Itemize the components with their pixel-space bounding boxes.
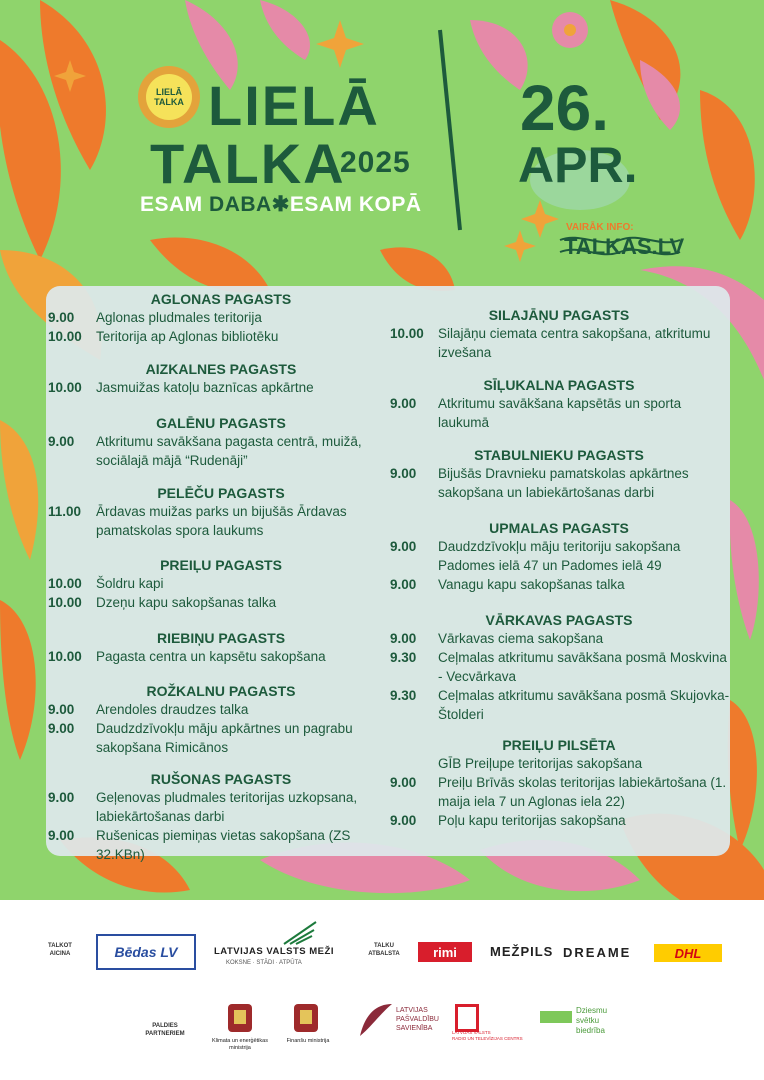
schedule-entry	[46, 327, 396, 346]
entry-activity: Ārdavas muižas parks un bijušās Ārdavas pamatskolas spora laukums	[96, 504, 347, 538]
schedule-section	[46, 484, 396, 540]
schedule-entry	[46, 378, 396, 397]
schedule-entry	[388, 537, 730, 575]
dziesmu-logo-icon	[540, 1011, 572, 1023]
schedule-entry	[46, 700, 396, 719]
entry-time: 9.00	[48, 434, 75, 449]
date-day: 26.	[520, 72, 609, 144]
bedas-logo: Bēdas LV	[96, 934, 196, 970]
schedule-entry	[46, 593, 396, 612]
lvrtc-line2: RADIO UN TELEVĪZIJAS CENTRS	[452, 1036, 523, 1041]
schedule-section	[46, 629, 396, 666]
entry-time	[388, 754, 438, 773]
schedule-section	[46, 682, 396, 757]
section-title: GALĒNU PAGASTS	[156, 415, 286, 431]
entry-time: 10.00	[48, 595, 82, 610]
entry-time: 10.00	[48, 329, 82, 344]
schedule-section	[46, 414, 396, 470]
schedule-entry	[46, 826, 396, 864]
mezpils-logo: MEŽPILS	[490, 944, 554, 959]
support-label-1: TALKU	[374, 943, 394, 949]
footer	[0, 900, 764, 1080]
dziesmu-line3: biedrība	[576, 1026, 605, 1035]
entry-time: 10.00	[48, 576, 82, 591]
schedule-entry	[46, 308, 396, 327]
schedule-entry	[388, 324, 730, 362]
slogan-part3: ESAM KOPĀ	[289, 193, 422, 216]
support-label-2: ATBALSTA	[368, 951, 400, 957]
section-title: AIZKALNES PAGASTS	[145, 361, 297, 377]
schedule-section	[388, 306, 730, 362]
entry-activity: Teritorija ap Aglonas bibliotēku	[96, 329, 279, 344]
entry-activity: Atkritumu savākšana kapsētās un sporta laukumā	[438, 396, 682, 430]
entry-time: 10.00	[48, 649, 82, 664]
section-title: SILAJĀŅU PAGASTS	[488, 307, 630, 323]
entry-activity: Vanagu kapu sakopšanas talka	[438, 577, 625, 592]
dhl-logo: DHL	[654, 944, 722, 962]
lps-logo-icon	[356, 1000, 396, 1040]
entry-time: 9.00	[390, 539, 417, 554]
entry-activity: Jasmuižas katoļu baznīcas apkārtne	[96, 380, 314, 395]
entry-activity: Preiļu Brīvās skolas teritorijas labiekārtošana (1. maija iela 7 un Aglonas iela 22)	[438, 775, 727, 809]
coat-of-arms-icon	[288, 1000, 324, 1036]
ministry1-line2: ministrija	[229, 1045, 251, 1051]
lvrtc-line1: LATVIJAS VALSTS	[452, 1030, 491, 1035]
section-title: STABULNIEKU PAGASTS	[474, 447, 644, 463]
entry-activity: Rušenicas piemiņas vietas sakopšana (ZS 32.KBn)	[96, 828, 351, 862]
schedule-entry	[388, 686, 730, 724]
entry-activity: Vārkavas ciema sakopšana	[438, 631, 604, 646]
entry-activity: Arendoles draudzes talka	[96, 702, 249, 717]
star-icon: ✱	[271, 193, 290, 216]
entry-time: 9.00	[48, 721, 75, 736]
entry-activity: Šoldru kapi	[96, 576, 164, 591]
schedule-entry	[46, 719, 396, 757]
badge-line2: TALKA	[154, 97, 184, 107]
lvrtc-label	[452, 1030, 523, 1042]
entry-time: 9.00	[48, 310, 75, 325]
entry-time: 10.00	[390, 326, 424, 341]
schedule-entry	[388, 629, 730, 648]
section-title: VĀRKAVAS PAGASTS	[485, 612, 633, 628]
schedule-panel	[46, 286, 730, 862]
schedule-entry	[388, 464, 730, 502]
ministry1-label	[204, 1038, 276, 1052]
entry-time: 9.00	[48, 828, 75, 843]
schedule-entry	[46, 574, 396, 593]
partners-label-2: PARTNERIEM	[145, 1031, 185, 1037]
entry-time: 9.00	[390, 577, 417, 592]
entry-activity: Daudzdzīvokļu māju apkārtnes un pagrabu sakopšana Rimicānos	[96, 721, 353, 755]
schedule-entry	[46, 432, 396, 470]
title-year: 2025	[340, 146, 411, 179]
section-title: PREIĻU PILSĒTA	[502, 737, 616, 753]
organizer-label	[40, 942, 80, 958]
rimi-logo: rimi	[418, 942, 472, 962]
slogan-part2: DABA	[209, 193, 272, 216]
entry-activity: Dzeņu kapu sakopšanas talka	[96, 595, 277, 610]
schedule-entry	[388, 394, 730, 432]
entry-activity: Poļu kapu teritorijas sakopšana	[438, 813, 626, 828]
lps-line3: SAVIENĪBA	[396, 1025, 433, 1032]
entry-activity: Aglonas pludmales teritorija	[96, 310, 262, 325]
slogan-part1: ESAM	[140, 193, 203, 216]
section-title: UPMALAS PAGASTS	[489, 520, 629, 536]
dreame-logo: DREAME	[563, 945, 632, 960]
lps-label	[396, 1006, 439, 1033]
entry-activity: Daudzdzīvokļu māju teritoriju sakopšana Padomes ielā 47 un Padomes ielā 49	[438, 539, 681, 573]
schedule-section	[46, 770, 396, 864]
lielā-talka-badge	[138, 66, 200, 128]
section-title: RUŠONAS PAGASTS	[150, 771, 292, 787]
section-title: ROŽKALNU PAGASTS	[146, 683, 296, 699]
schedule-entry	[388, 773, 730, 811]
badge-line1: LIELĀ	[156, 87, 182, 97]
organizer-label-2: AICINA	[49, 951, 71, 957]
coat-of-arms-icon	[222, 1000, 258, 1036]
entry-time: 11.00	[48, 504, 82, 519]
entry-activity: Geļenovas pludmales teritorijas uzkopsana, labiekārtošanas darbi	[96, 790, 358, 824]
entry-activity: Bijušās Dravnieku pamatskolas apkārtnes sakopšana un labiekārtošanas darbi	[438, 466, 689, 500]
section-title: PREIĻU PAGASTS	[160, 557, 282, 573]
section-title: SĪĻUKALNA PAGASTS	[483, 377, 635, 393]
schedule-section	[388, 446, 730, 502]
info-label: VAIRĀK INFO:	[566, 222, 634, 233]
schedule-entry	[46, 788, 396, 826]
ministry2-label: Finanšu ministrija	[286, 1038, 330, 1044]
lps-line2: PAŠVALDĪBU	[396, 1016, 439, 1023]
schedule-section	[46, 290, 396, 346]
entry-time: 9.00	[48, 790, 75, 805]
entry-activity: Atkritumu savākšana pagasta centrā, muižā, sociālajā mājā “Rudenāji”	[96, 434, 362, 468]
schedule-entry	[46, 502, 396, 540]
slogan	[140, 192, 422, 217]
lps-line1: LATVIJAS	[396, 1007, 428, 1014]
section-title: RIEBIŅU PAGASTS	[156, 630, 286, 646]
support-label	[364, 942, 404, 958]
title-line2: TALKA	[150, 132, 346, 195]
entry-activity: Pagasta centra un kapsētu sakopšana	[96, 649, 326, 664]
lvm-tree-icon	[280, 918, 320, 948]
schedule-entry	[388, 575, 730, 594]
entry-activity: Ceļmalas atkritumu savākšana posmā Skujovka-Štolderi	[438, 688, 730, 722]
lvrtc-logo-icon	[455, 1004, 479, 1032]
title-line1: LIELĀ	[208, 74, 380, 137]
entry-activity: Ceļmalas atkritumu savākšana posmā Moskvina - Vecvārkava	[438, 650, 727, 684]
lvm-title: LATVIJAS VALSTS MEŽI	[214, 946, 334, 957]
ministry1-line1: Klimata un enerģētikas	[212, 1038, 268, 1044]
schedule-section	[388, 376, 730, 432]
schedule-section	[388, 519, 730, 594]
organizer-label-1: TALKOT	[48, 943, 72, 949]
entry-time: 9.00	[390, 775, 417, 790]
entry-time: 9.00	[390, 813, 417, 828]
schedule-section	[46, 360, 396, 397]
entry-time: 9.30	[390, 650, 417, 665]
entry-time: 9.00	[48, 702, 75, 717]
schedule-entry	[388, 811, 730, 830]
schedule-entry	[388, 648, 730, 686]
schedule-entry	[388, 754, 730, 773]
dziesmu-label	[576, 1006, 607, 1036]
entry-activity: Silajāņu ciemata centra sakopšana, atkritumu izvešana	[438, 326, 711, 360]
partners-label	[140, 1022, 190, 1038]
dziesmu-line1: Dziesmu	[576, 1006, 608, 1015]
entry-time: 9.00	[390, 631, 417, 646]
schedule-section	[388, 736, 730, 830]
schedule-entry	[46, 647, 396, 666]
section-title: PELĒČU PAGASTS	[157, 485, 285, 501]
entry-time: 9.30	[390, 688, 417, 703]
section-title: AGLONAS PAGASTS	[150, 291, 292, 307]
entry-time: 10.00	[48, 380, 82, 395]
website-link[interactable]: TALKAS.LV	[564, 234, 685, 259]
entry-time: 9.00	[390, 466, 417, 481]
dziesmu-line2: svētku	[576, 1016, 600, 1025]
schedule-section	[388, 611, 730, 724]
entry-time: 9.00	[390, 396, 417, 411]
lvm-subtitle: KOKSNE · STĀDI · ATPŪTA	[226, 960, 302, 966]
date-month: APR.	[518, 137, 638, 193]
partners-label-1: PALDIES	[152, 1023, 178, 1029]
schedule-section	[46, 556, 396, 612]
entry-activity: GĪB Preiļupe teritorijas sakopšana	[438, 756, 643, 771]
